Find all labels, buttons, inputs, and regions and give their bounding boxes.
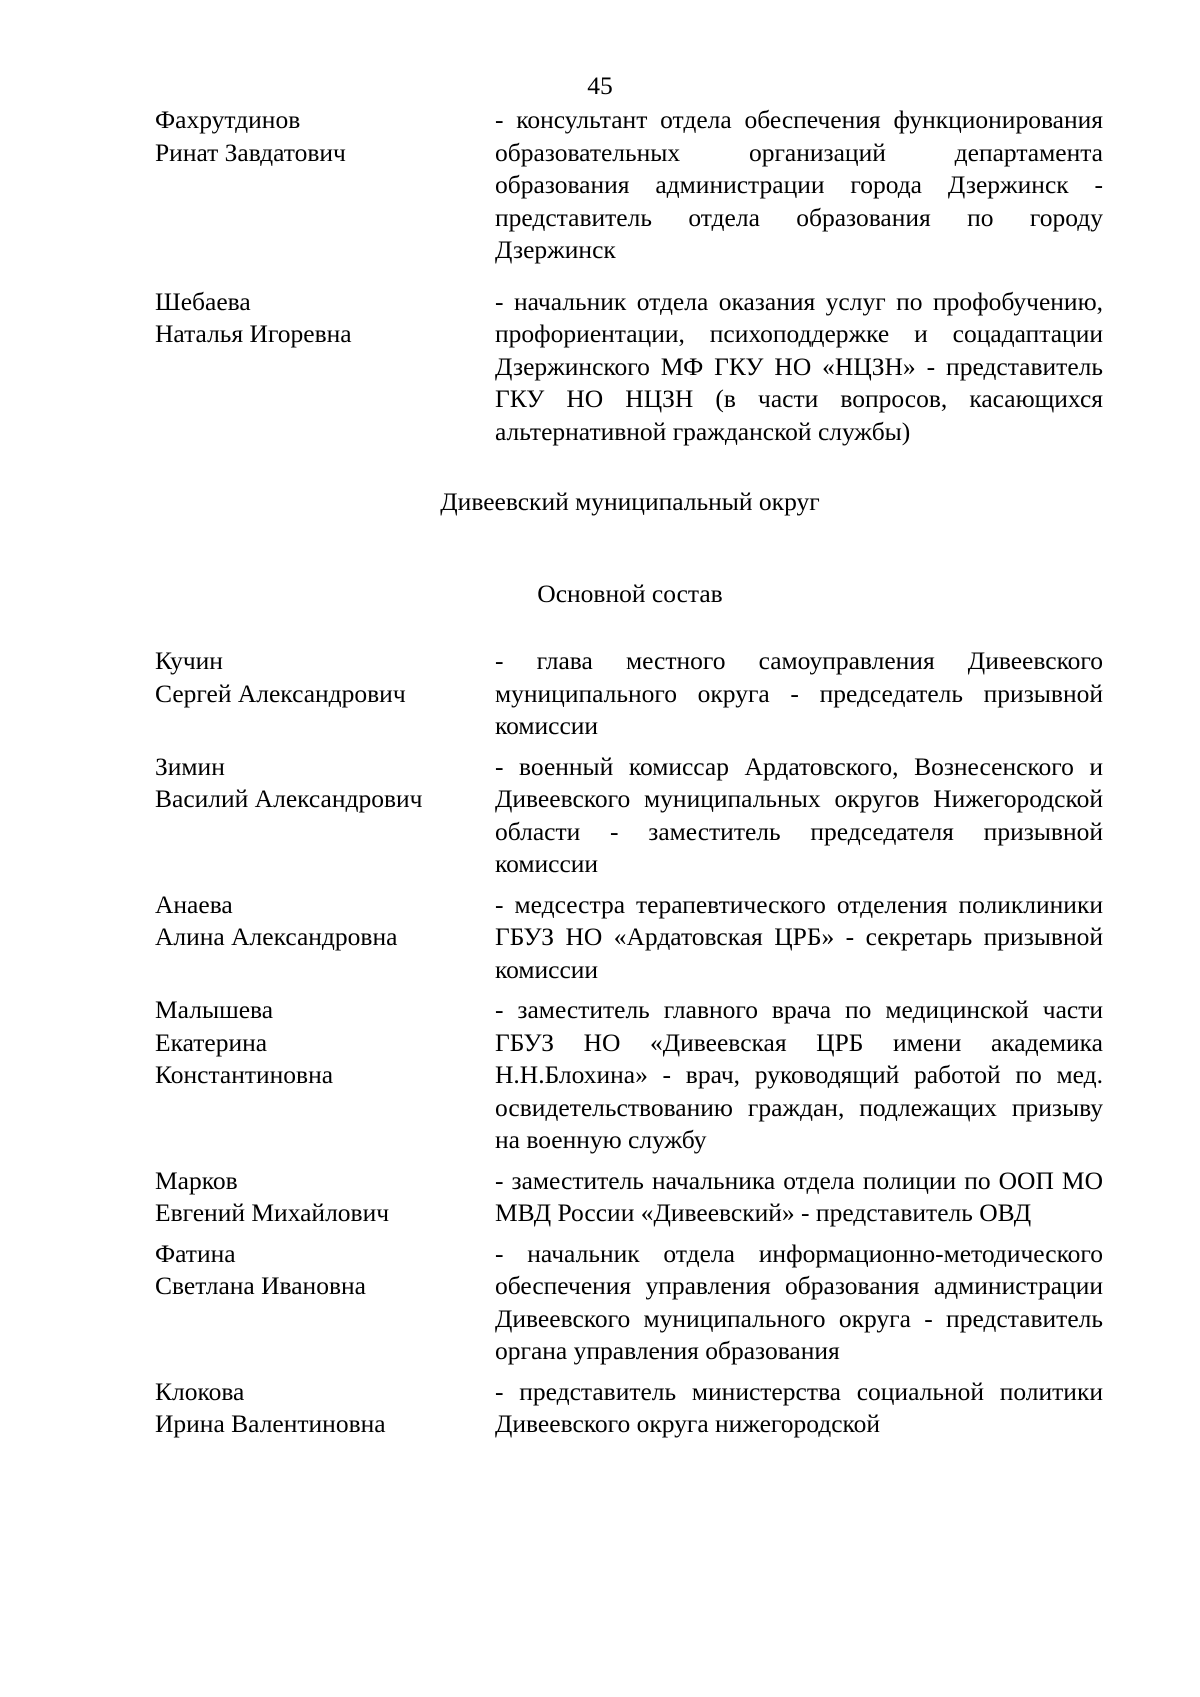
person-name: Зимин Василий Александрович: [155, 751, 423, 813]
person-role: - глава местного самоуправления Дивеевского муниципального округа - председатель призывной комиссии: [495, 646, 1103, 740]
person-role: - консультант отдела обеспечения функционирования образовательных организаций департамента образования администрации города Дзержинск - представитель отдела образования по городу Дзержинск: [495, 105, 1103, 264]
person-role: - заместитель главного врача по медицинской части ГБУЗ НО «Дивеевская ЦРБ имени академика Н.Н.Блохина» - врач, руководящий работой по мед. освидетельствованию граждан, подлежащих призыву на военную службу: [495, 995, 1103, 1154]
page-number: 45: [587, 71, 613, 100]
person-name: Шебаева Наталья Игоревна: [155, 286, 352, 348]
list-item: [155, 104, 1115, 267]
person-name: Марков Евгений Михайлович: [155, 1165, 390, 1227]
person-role: - представитель министерства социальной политики Дивеевского округа нижегородской: [495, 1376, 1103, 1438]
list-item: [155, 994, 1115, 1157]
list-item: [155, 1238, 1115, 1368]
person-role: - начальник отдела оказания услуг по профобучению, профориентации, психоподдержке и соцадаптации Дзержинского МФ ГКУ НО «НЦЗН» - представитель ГКУ НО НЦЗН (в части вопросов, касающихся альтернативной гражданской службы): [495, 286, 1103, 446]
entry-list-main: [155, 645, 1115, 1441]
subsection-title: Основной состав: [537, 579, 723, 608]
person-role: - начальник отдела информационно-методического обеспечения управления образования администрации Дивеевского муниципального округа - представитель органа управления образования: [495, 1238, 1103, 1365]
person-name: Кучин Сергей Александрович: [155, 646, 406, 708]
person-name: Анаева Алина Александровна: [155, 889, 398, 951]
person-name: Малышева Екатерина Константиновна: [155, 995, 334, 1089]
list-item: [155, 889, 1115, 987]
list-item: [155, 1376, 1115, 1441]
person-name: Фатина Светлана Ивановна: [155, 1238, 366, 1300]
section-title: Дивеевский муниципальный округ: [440, 487, 820, 516]
list-item: [155, 286, 1115, 449]
list-item: [155, 1165, 1115, 1230]
entry-list-top: [155, 104, 1115, 448]
list-item: [155, 645, 1115, 743]
person-name: Фахрутдинов Ринат Завдатович: [155, 105, 346, 167]
person-name: Клокова Ирина Валентиновна: [155, 1376, 386, 1438]
person-role: - медсестра терапевтического отделения поликлиники ГБУЗ НО «Ардатовская ЦРБ» - секретарь призывной комиссии: [495, 889, 1103, 984]
person-role: - заместитель начальника отдела полиции по ООП МО МВД России «Дивеевский» - представитель ОВД: [495, 1165, 1103, 1227]
person-role: - военный комиссар Ардатовского, Вознесенского и Дивеевского муниципальных округов Нижегородской области - заместитель председателя призывной комиссии: [495, 751, 1103, 878]
list-item: [155, 751, 1115, 881]
